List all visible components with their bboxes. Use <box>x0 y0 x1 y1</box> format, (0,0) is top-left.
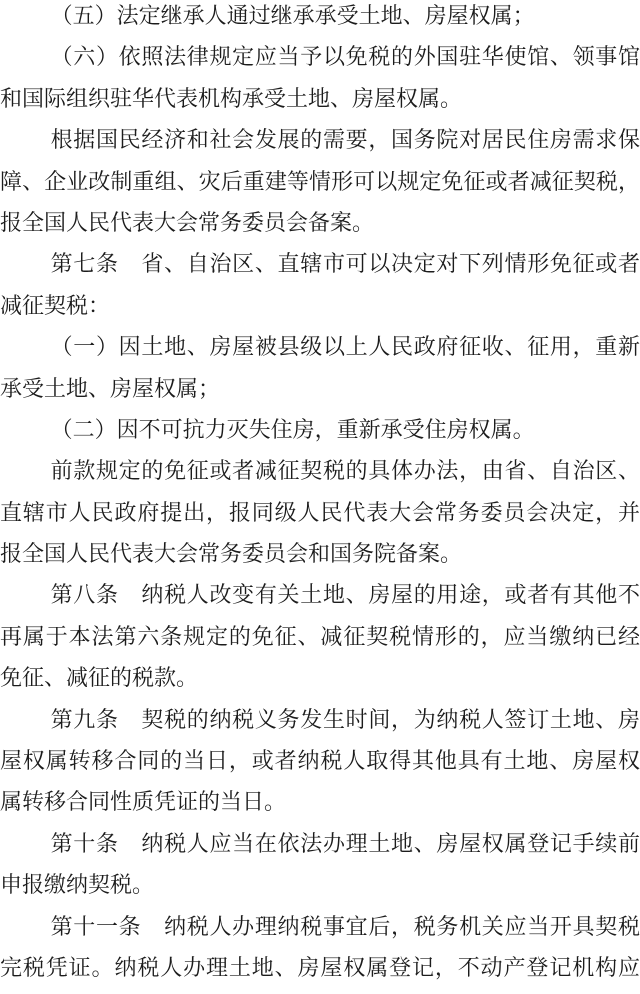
article-8 <box>0 575 640 699</box>
text-line: 直辖市人民政府提出，报同级人民代表大会常务委员会决定，并 <box>0 500 640 526</box>
article-7 <box>0 244 640 327</box>
article-11 <box>0 907 640 990</box>
text-line: 和国际组织驻华代表机构承受土地、房屋权属。 <box>0 86 463 112</box>
text-line: 报全国人民代表大会常务委员会备案。 <box>0 210 375 236</box>
text-line: 第七条 省、自治区、直辖市可以决定对下列情形免征或者 <box>50 252 640 278</box>
text-line: （二）因不可抗力灭失住房，重新承受住房权属。 <box>50 417 535 443</box>
article-9 <box>0 700 640 824</box>
text-line: （一）因土地、房屋被县级以上人民政府征收、征用，重新 <box>50 335 640 361</box>
paragraph-state-council <box>0 120 640 244</box>
text-line: 第十一条 纳税人办理纳税事宜后，税务机关应当开具契税 <box>50 914 640 940</box>
text-line: 承受土地、房屋权属； <box>0 376 221 402</box>
article-7-provision <box>0 451 640 575</box>
text-line: （五）法定继承人通过继承承受土地、房屋权属； <box>50 4 535 29</box>
text-line: 第八条 纳税人改变有关土地、房屋的用途，或者有其他不 <box>50 583 640 609</box>
text-line: 再属于本法第六条规定的免征、减征契税情形的，应当缴纳已经 <box>0 624 640 650</box>
paragraph-item-6 <box>0 37 640 120</box>
text-line: 根据国民经济和社会发展的需要，国务院对居民住房需求保 <box>50 128 640 154</box>
text-line: 第十条 纳税人应当在依法办理土地、房屋权属登记手续前 <box>50 831 640 857</box>
paragraph-item-5 <box>0 0 640 37</box>
text-line: 减征契税： <box>0 293 111 319</box>
text-line: 障、企业改制重组、灾后重建等情形可以规定免征或者减征契税， <box>0 169 640 195</box>
text-line: 免征、减征的税款。 <box>0 666 199 692</box>
text-line: 第九条 契税的纳税义务发生时间，为纳税人签订土地、房 <box>50 707 640 733</box>
text-line: 报全国人民代表大会常务委员会和国务院备案。 <box>0 542 463 568</box>
text-line: 前款规定的免征或者减征契税的具体办法，由省、自治区、 <box>50 459 640 485</box>
article-7-item-1 <box>0 327 640 410</box>
text-line: 申报缴纳契税。 <box>0 873 155 899</box>
text-line: 属转移合同性质凭证的当日。 <box>0 790 287 816</box>
text-line: 完税凭证。纳税人办理土地、房屋权属登记，不动产登记机构应 <box>0 955 640 981</box>
text-line: （六）依照法律规定应当予以免税的外国驻华使馆、领事馆 <box>50 45 640 71</box>
article-10 <box>0 824 640 907</box>
text-line: 屋权属转移合同的当日，或者纳税人取得其他具有土地、房屋权 <box>0 749 640 775</box>
article-7-item-2 <box>0 410 640 451</box>
